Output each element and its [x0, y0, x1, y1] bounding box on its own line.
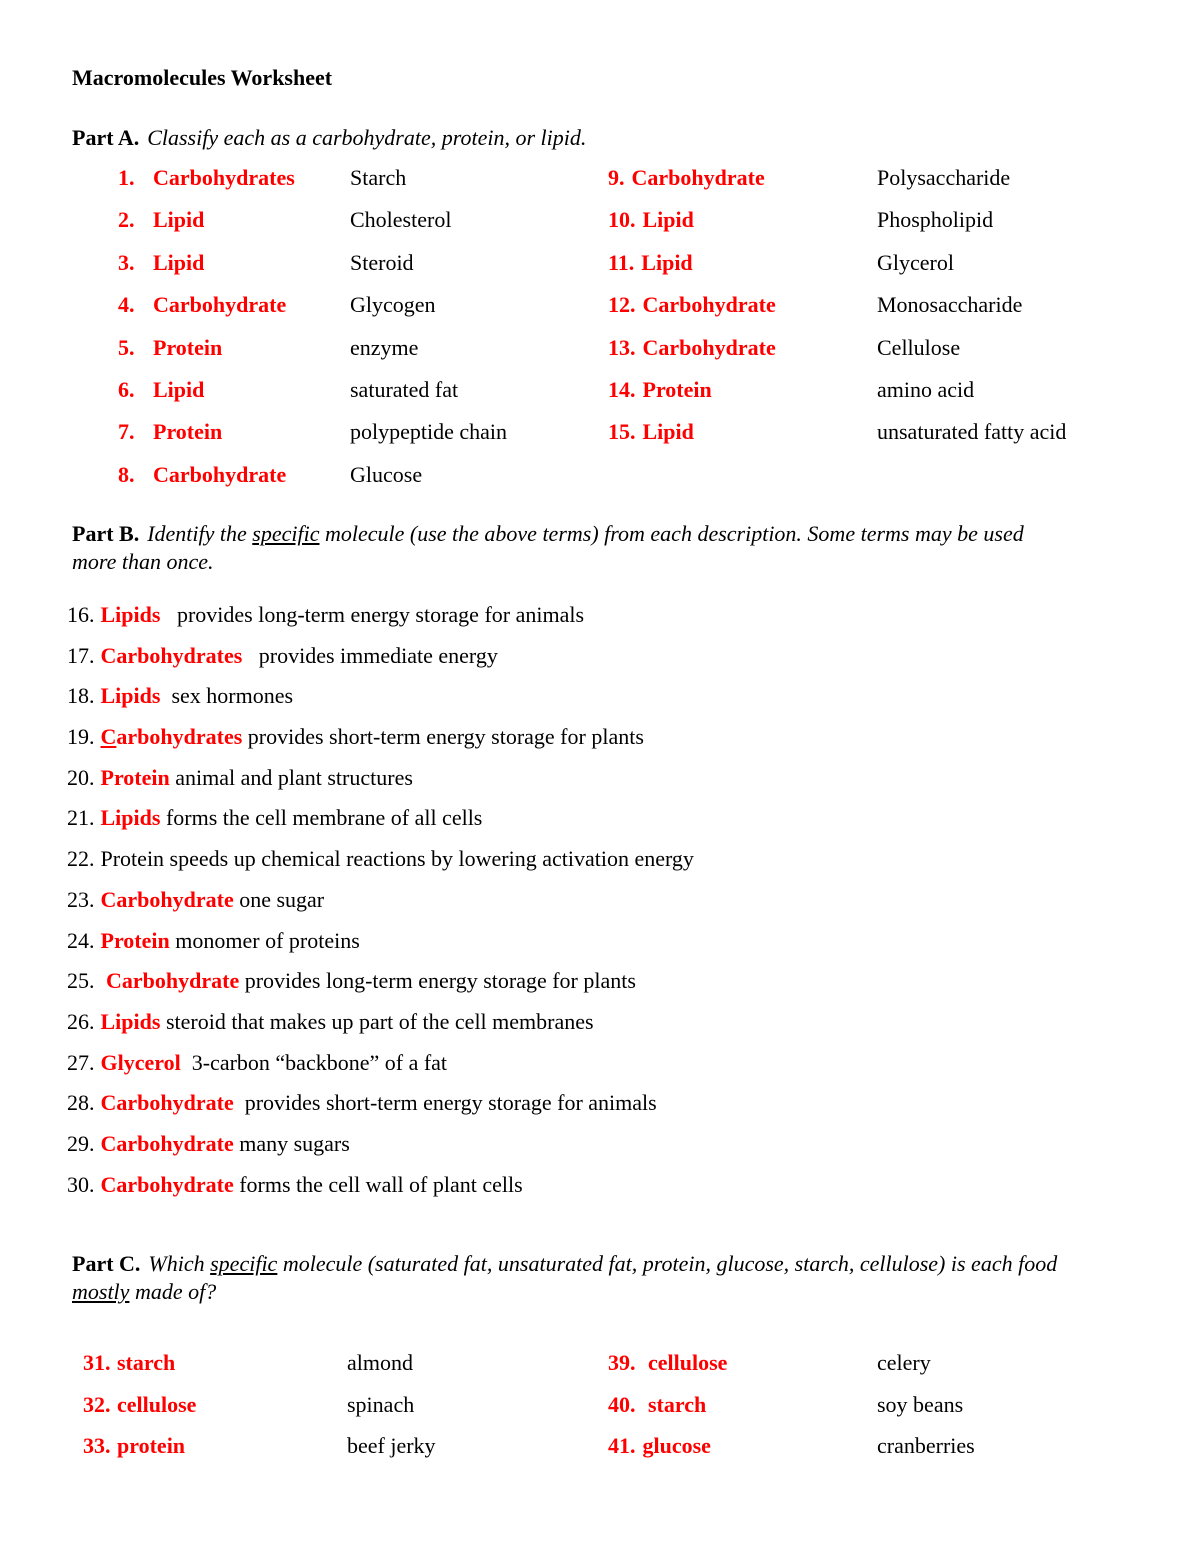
part-c-instructions: [72, 1251, 1057, 1304]
item-number: 28.: [67, 1090, 95, 1116]
item-term: Glucose: [350, 461, 423, 487]
item-number: 13.: [608, 334, 636, 360]
part-c-list: [72, 1350, 1182, 1475]
item-answer: [101, 683, 161, 708]
item-answer: protein: [117, 1433, 186, 1458]
item-description: provides immediate energy: [242, 642, 498, 668]
part-b-row: [67, 602, 1187, 643]
part-b-row: [67, 724, 1187, 765]
part-b-row: [67, 928, 1187, 969]
part-c-row: [72, 1433, 1182, 1475]
part-a-right-entry: [608, 292, 776, 318]
instructions-text: made of?: [129, 1279, 217, 1304]
item-description: many sugars: [233, 1130, 350, 1156]
item-term: Phospholipid: [877, 207, 994, 233]
item-answer: Carbohydrate: [642, 334, 776, 360]
item-answer: Protein: [153, 334, 223, 360]
answer-text: Carbohydrate: [100, 968, 240, 994]
item-number: 11.: [608, 249, 635, 275]
answer-text: Glycerol: [100, 1049, 181, 1075]
part-a-row: [72, 165, 1182, 207]
part-a-row: [72, 419, 1182, 461]
part-a-list: [72, 165, 1182, 504]
item-food: cranberries: [877, 1433, 975, 1458]
underlined-word: specific: [252, 521, 320, 546]
item-food: almond: [347, 1350, 413, 1375]
part-a-right-entry: [608, 377, 712, 403]
item-number: 23.: [67, 886, 95, 912]
item-number: 9.: [608, 165, 625, 190]
instructions-text: more than once.: [72, 549, 214, 574]
answer-text: Carbohydrate: [100, 1171, 234, 1197]
part-b-row: [67, 1131, 1187, 1172]
item-number: 10.: [608, 207, 636, 233]
answer-text: Lipids: [100, 683, 161, 709]
instructions-text: Which: [148, 1251, 211, 1276]
answer-text: Lipids: [100, 1008, 161, 1034]
answer-text: Protein: [100, 927, 170, 953]
part-b-row: [67, 1090, 1187, 1131]
item-answer: Protein: [642, 376, 712, 402]
part-a-heading: [72, 125, 1182, 151]
item-number: 32.: [83, 1391, 111, 1417]
item-term: Glycerol: [877, 249, 954, 275]
part-c-right-entry: [608, 1433, 711, 1459]
item-term: Polysaccharide: [877, 165, 1011, 190]
item-answer: [101, 928, 170, 953]
item-description: provides long-term energy storage for plants: [239, 968, 636, 994]
item-answer: [101, 765, 170, 790]
answer-text: Carbohydrate: [100, 886, 234, 912]
item-answer: starch: [117, 1350, 176, 1375]
item-answer: Lipid: [153, 376, 205, 402]
item-answer: Lipid: [153, 249, 205, 275]
item-description: sex hormones: [160, 683, 294, 709]
item-term: Starch: [350, 165, 407, 190]
answer-text: Carbohydrates: [100, 642, 243, 668]
item-answer: Lipid: [641, 249, 693, 275]
item-answer: [101, 805, 161, 830]
item-number: 3.: [118, 249, 135, 275]
part-b-row: [67, 643, 1187, 684]
part-c-heading: [72, 1250, 1182, 1306]
item-number: 8.: [118, 461, 135, 487]
underlined-word: specific: [210, 1251, 278, 1276]
item-answer: [101, 1090, 234, 1115]
item-answer: [101, 968, 240, 993]
item-answer: [101, 1009, 161, 1034]
item-number: 14.: [608, 376, 636, 402]
item-number: 29.: [67, 1130, 95, 1156]
part-b-row: [67, 1009, 1187, 1050]
item-answer: Carbohydrate: [631, 165, 765, 190]
answer-text: Carbohydrate: [100, 1090, 234, 1116]
part-b-row: [67, 765, 1187, 806]
item-description: provides short-term energy storage for plants: [242, 724, 644, 750]
part-a-instructions: Classify each as a carbohydrate, protein, or lipid.: [147, 125, 587, 150]
item-number: 25.: [67, 968, 95, 994]
item-number: 16.: [67, 602, 95, 627]
part-b-row: [67, 1050, 1187, 1091]
item-number: 31.: [83, 1350, 111, 1375]
item-answer: Lipid: [153, 207, 205, 233]
part-b-row: [67, 846, 1187, 887]
item-term: Monosaccharide: [877, 292, 1023, 318]
item-number: 21.: [67, 805, 95, 831]
part-a-right-entry: [608, 335, 776, 361]
item-answer: [101, 1172, 234, 1197]
item-description: provides long-term energy storage for animals: [160, 602, 585, 627]
item-term: unsaturated fatty acid: [877, 419, 1067, 445]
part-c-label: Part C.: [72, 1251, 141, 1276]
item-description: Protein speeds up chemical reactions by lowering activation energy: [100, 846, 694, 872]
part-b-list: [67, 602, 1187, 1212]
item-food: soy beans: [877, 1391, 964, 1417]
instructions-text: molecule (saturated fat, unsaturated fat, protein, glucose, starch, cellulose) is each food: [277, 1251, 1058, 1276]
underlined-word: mostly: [72, 1279, 130, 1304]
item-description: steroid that makes up part of the cell membranes: [160, 1008, 594, 1034]
item-answer: Carbohydrate: [642, 292, 776, 318]
part-b-row: [67, 887, 1187, 928]
answer-text: Protein: [100, 764, 170, 790]
item-number: 1.: [118, 165, 135, 190]
item-number: 22.: [67, 846, 95, 872]
item-answer: starch: [642, 1391, 707, 1417]
item-answer: [101, 1131, 234, 1156]
part-a-right-entry: [608, 250, 693, 276]
item-term: saturated fat: [350, 376, 459, 402]
item-number: 17.: [67, 642, 95, 668]
part-a-row: [72, 377, 1182, 419]
item-answer: [101, 724, 243, 749]
item-description: provides short-term energy storage for animals: [233, 1090, 657, 1116]
instructions-text: Identify the: [147, 521, 253, 546]
item-answer: Lipid: [642, 419, 694, 445]
item-answer: [101, 643, 243, 668]
item-answer: [101, 602, 161, 627]
answer-text: arbohydrates: [116, 724, 243, 750]
part-a-row: [72, 207, 1182, 249]
item-number: 40.: [608, 1391, 636, 1417]
part-b-row: [67, 683, 1187, 724]
item-term: polypeptide chain: [350, 419, 508, 445]
item-answer: cellulose: [642, 1350, 728, 1375]
answer-text: Lipids: [100, 602, 161, 627]
item-answer: Carbohydrate: [153, 292, 287, 318]
item-term: Cellulose: [877, 334, 961, 360]
item-food: beef jerky: [347, 1433, 436, 1458]
item-description: forms the cell membrane of all cells: [160, 805, 483, 831]
item-number: 39.: [608, 1350, 636, 1375]
item-number: 30.: [67, 1171, 95, 1197]
part-c-right-entry: [608, 1392, 706, 1418]
part-b-label: Part B.: [72, 521, 140, 546]
item-number: 19.: [67, 724, 95, 750]
item-food: celery: [877, 1350, 931, 1375]
item-number: 5.: [118, 334, 135, 360]
answer-text: Carbohydrate: [100, 1130, 234, 1156]
item-term: amino acid: [877, 376, 975, 402]
part-a-row: [72, 250, 1182, 292]
item-answer: Lipid: [642, 207, 694, 233]
item-answer: Carbohydrate: [153, 461, 287, 487]
item-term: enzyme: [350, 334, 419, 360]
part-b-heading: [72, 520, 1182, 576]
item-term: Cholesterol: [350, 207, 452, 233]
part-c-right-entry: [608, 1350, 727, 1376]
item-description: one sugar: [233, 886, 325, 912]
part-a-right-entry: [608, 207, 694, 233]
item-term: Steroid: [350, 249, 414, 275]
item-number: 6.: [118, 376, 135, 402]
part-c-row: [72, 1350, 1182, 1392]
item-description: monomer of proteins: [169, 927, 360, 953]
item-answer: [101, 887, 234, 912]
item-number: 15.: [608, 419, 636, 445]
item-description: animal and plant structures: [169, 764, 413, 790]
item-number: 41.: [608, 1433, 636, 1458]
item-number: 20.: [67, 764, 95, 790]
page-title: Macromolecules Worksheet: [72, 65, 333, 90]
item-number: 33.: [83, 1433, 111, 1458]
part-b-row: [67, 805, 1187, 846]
instructions-text: molecule (use the above terms) from each description. Some terms may be used: [319, 521, 1024, 546]
part-a-row: [72, 462, 1182, 504]
item-number: 12.: [608, 292, 636, 318]
answer-underlined-initial: C: [100, 724, 117, 750]
item-number: 7.: [118, 419, 135, 445]
item-answer: glucose: [642, 1433, 711, 1458]
item-food: spinach: [347, 1391, 415, 1417]
item-answer: Carbohydrates: [153, 165, 295, 190]
answer-text: Lipids: [100, 805, 161, 831]
item-number: 27.: [67, 1049, 95, 1075]
item-description: forms the cell wall of plant cells: [233, 1171, 523, 1197]
part-a-row: [72, 292, 1182, 334]
item-answer: Protein: [153, 419, 223, 445]
item-term: Glycogen: [350, 292, 436, 318]
item-number: 18.: [67, 683, 95, 709]
item-description: 3-carbon “backbone” of a fat: [180, 1049, 448, 1075]
part-c-row: [72, 1392, 1182, 1434]
part-b-instructions: [72, 521, 1024, 574]
part-b-row: [67, 968, 1187, 1009]
part-a-row: [72, 335, 1182, 377]
part-a-label: Part A.: [72, 125, 140, 150]
item-answer: cellulose: [117, 1391, 197, 1417]
item-number: 26.: [67, 1008, 95, 1034]
item-number: 24.: [67, 927, 95, 953]
part-a-right-entry: [608, 419, 694, 445]
item-number: 4.: [118, 292, 135, 318]
item-number: 2.: [118, 207, 135, 233]
part-a-right-entry: [608, 165, 765, 191]
item-answer: [101, 1050, 181, 1075]
part-b-row: [67, 1172, 1187, 1213]
